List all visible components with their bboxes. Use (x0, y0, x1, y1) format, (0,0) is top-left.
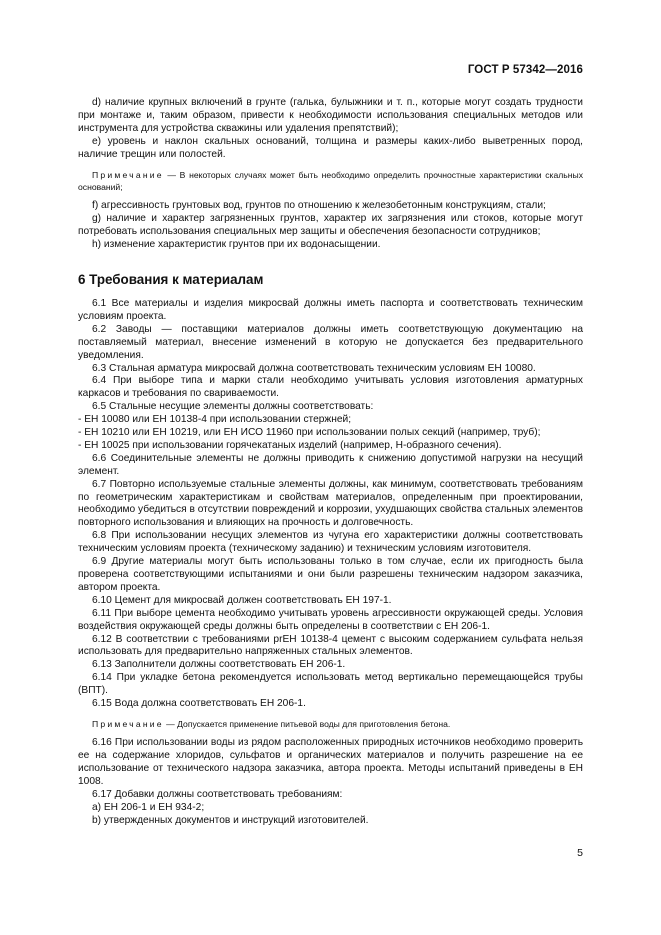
note-label: Примечание (92, 169, 164, 180)
clause-6-9: 6.9 Другие материалы могут быть использованы только в том случае, если их пригодность была проверена соответствующими испытаниями и они были разрешены техническим надзором заказчика, автором проекта. (78, 556, 583, 593)
clause-6-11: 6.11 При выборе цемента необходимо учитывать уровень агрессивности окружающей среды. Условия воздействия окружающей среды должны быть определены в соответствии с ЕН 206-1. (78, 607, 583, 632)
list-item-d: d) наличие крупных включений в грунте (галька, булыжники и т. п., которые могут создать трудности при монтаже и, таким образом, привести к необходимости использования специальных методов или инструмента для устройства скважины или удаления препятствий); (78, 97, 583, 134)
clause-6-5-list-item: - ЕН 10080 или ЕН 10138-4 при использовании стержней; (78, 414, 352, 426)
clause-6-7: 6.7 Повторно используемые стальные элементы должны, как минимум, соответствовать требованиям по геометрическим характеристикам и свойствам материалов, определенным при проектировании, необходимо убедиться в отсутствии повреждений и коррозии, ухудшающих свойства стальных элементов повторного использования и влияющих на прочность и долговечность. (78, 478, 583, 529)
list-item-e: e) уровень и наклон скальных оснований, толщина и размеры каких-либо выветренных пород, наличие трещин или полостей. (78, 135, 583, 160)
note-rock-strength (78, 169, 583, 194)
list-item-f: f) агрессивность грунтовых вод, грунтов по отношению к железобетонным конструкциям, стали; (92, 200, 546, 212)
clause-6-17-item-b: b) утвержденных документов и инструкций изготовителей. (92, 814, 369, 826)
note-drinking-water (78, 718, 583, 730)
clause-6-14: 6.14 При укладке бетона рекомендуется использовать метод вертикально перемещающейся трубы (ВПТ). (78, 672, 583, 697)
document-id-header: ГОСТ Р 57342—2016 (467, 64, 583, 76)
page-body (78, 97, 583, 828)
clause-6-17-item-a: a) ЕН 206-1 и ЕН 934-2; (92, 801, 205, 813)
clause-6-13: 6.13 Заполнители должны соответствовать ЕН 206-1. (92, 659, 346, 671)
clause-6-5: 6.5 Стальные несущие элементы должны соответствовать: (92, 401, 374, 413)
clause-6-12: 6.12 В соответствии с требованиями prЕН 10138-4 цемент с высоким содержанием сульфата нельзя использовать для предварительно напряженных стальных элементов. (78, 633, 583, 658)
clause-6-4: 6.4 При выборе типа и марки стали необходимо учитывать условия изготовления арматурных каркасов и требования по свариваемости. (78, 375, 583, 400)
clause-6-8: 6.8 При использовании несущих элементов из чугуна его характеристики должны соответствовать техническим условиям проекта (техническому заданию) и техническим условиям изготовителя. (78, 530, 583, 555)
clause-6-1: 6.1 Все материалы и изделия микросвай должны иметь паспорта и соответствовать техническим условиям проекта. (78, 297, 583, 322)
clause-6-6: 6.6 Соединительные элементы не должны приводить к снижению допустимой нагрузки на несущий элемент. (78, 452, 583, 477)
note-text: — Допускается применение питьевой воды для приготовления бетона. (163, 718, 451, 729)
page-number: 5 (577, 847, 583, 859)
clause-6-5-list-item: - ЕН 10025 при использовании горячекатаных изделий (например, Н-образного сечения). (78, 439, 502, 451)
clause-6-10: 6.10 Цемент для микросвай должен соответствовать ЕН 197-1. (92, 594, 392, 606)
list-item-g: g) наличие и характер загрязненных грунтов, характер их загрязнения или стоков, которые могут потребовать использования специальных мер защиты и обеспечения безопасности сотрудников; (78, 213, 583, 238)
clause-6-5-list-item: - ЕН 10210 или ЕН 10219, или ЕН ИСО 11960 при использовании полых секций (например, труб); (78, 427, 541, 439)
note-text: — В некоторых случаях может быть необходимо определить прочностные характеристики скальных оснований; (78, 169, 583, 192)
list-item-h: h) изменение характеристик грунтов при их водонасыщении. (92, 239, 381, 251)
clause-6-15: 6.15 Вода должна соответствовать ЕН 206-1. (92, 698, 306, 710)
clause-6-17: 6.17 Добавки должны соответствовать требованиям: (92, 789, 343, 800)
clause-6-16: 6.16 При использовании воды из рядом расположенных природных источников необходимо проверить ее на содержание хлоридов, сульфатов и органических материалов и получить разрешение на ее использование от технического надзора заказчика, автора проекта. Методы испытаний приведены в ЕН 1008. (78, 737, 583, 788)
section-heading: 6 Требования к материалам (78, 271, 264, 287)
clause-6-3: 6.3 Стальная арматура микросвай должна соответствовать техническим условиям ЕН 10080. (92, 362, 536, 374)
clause-6-2: 6.2 Заводы — поставщики материалов должны иметь соответствующую документацию на поставляемый материал, внесение изменений в которую не допускается без предварительного уведомления. (78, 323, 583, 361)
note-label: Примечание (92, 718, 164, 729)
